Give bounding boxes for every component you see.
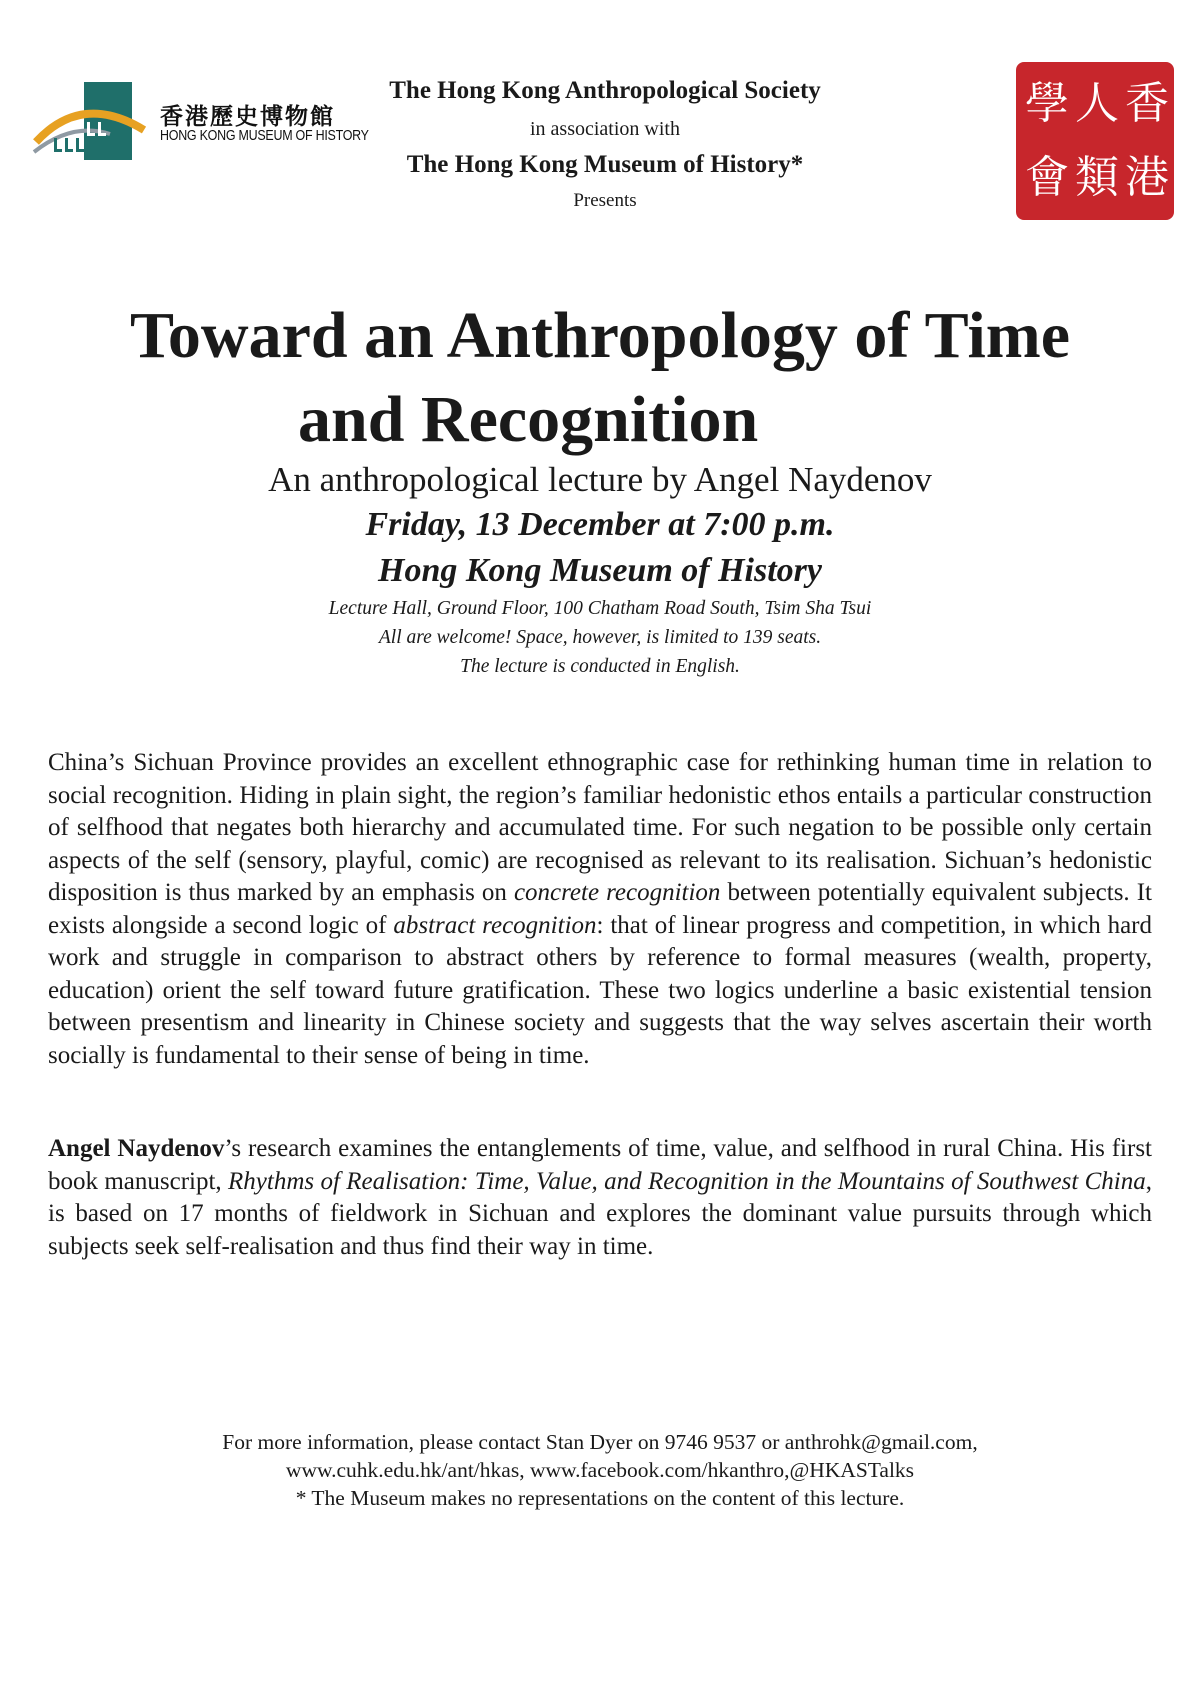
- museum-chinese-name: 香港歷史博物館: [160, 103, 335, 130]
- event-welcome-note: All are welcome! Space, however, is limited to 139 seats.: [378, 627, 822, 648]
- seal-character: 人: [1075, 78, 1119, 129]
- organizer-name: The Hong Kong Anthropological Society: [389, 77, 821, 104]
- event-datetime: Friday, 13 December at 7:00 p.m.: [365, 506, 835, 543]
- speaker-bio: [48, 1133, 1152, 1263]
- bio-text: , is based on 17 months of fieldwork in Sichuan and explores the dominant value pursuits through which subjects seek self-realisation and thus find their way in time.: [48, 1167, 1152, 1260]
- abstract-text: : that of linear progress and competition, in which hard work and struggle in comparison to abstract others by reference to formal measures (wealth, property, education) orient the self toward future gratification. These two logics underline a basic existential tension between presentism and linearity in Chinese society and suggests that the way selves ascertain their worth socially is fundamental to their sense of being in time.: [48, 911, 1153, 1069]
- contact-info: For more information, please contact Stan Dyer on 9746 9537 or anthrohk@gmail.com,: [222, 1430, 978, 1454]
- event-address: Lecture Hall, Ground Floor, 100 Chatham Road South, Tsim Sha Tsui: [328, 598, 872, 619]
- lecture-title-line-2: and Recognition: [298, 383, 759, 456]
- museum-emblem-icon: [32, 82, 162, 166]
- seal-character: 港: [1125, 152, 1169, 203]
- seal-character: 香: [1125, 78, 1169, 129]
- lecture-title-line-1: Toward an Anthropology of Time: [129, 299, 1071, 372]
- disclaimer: * The Museum makes no representations on the content of this lecture.: [295, 1486, 905, 1510]
- event-venue: Hong Kong Museum of History: [378, 552, 822, 589]
- seal-character: 類: [1075, 152, 1119, 203]
- abstract-term: concrete recognition: [513, 879, 721, 906]
- speaker-name: Angel Naydenov: [48, 1135, 225, 1162]
- abstract-term: abstract recognition: [393, 911, 597, 939]
- lecturer-line: An anthropological lecture by Angel Naydenov: [268, 460, 932, 499]
- society-seal-logo: [1016, 62, 1174, 220]
- event-language-note: The lecture is conducted in English.: [460, 656, 740, 677]
- presents-text: Presents: [573, 190, 637, 211]
- contact-links: www.cuhk.edu.hk/ant/hkas, www.facebook.com/hkanthro,@HKASTalks: [285, 1458, 915, 1482]
- museum-english-name: HONG KONG MUSEUM OF HISTORY: [160, 128, 369, 144]
- abstract-text: between potentially equivalent subjects. It exists alongside a second logic of: [48, 879, 1152, 939]
- association-text: in association with: [530, 118, 680, 140]
- seal-character: 學: [1025, 78, 1069, 129]
- seal-character: 會: [1025, 152, 1069, 203]
- bio-text: ’s research examines the entanglements of time, value, and selfhood in rural China. His first book manuscript,: [48, 1135, 1153, 1195]
- abstract-text: China’s Sichuan Province provides an excellent ethnographic case for rethinking human time in relation to social recognition. Hiding in plain sight, the region’s familiar hedonistic ethos entails a particular construction of selfhood that negates both hierarchy and accumulated time. For such negation to be possible only certain aspects of the self (sensory, playful, comic) are recognised as relevant to its realisation. Sichuan’s hedonistic disposition is thus marked by an emphasis on: [48, 749, 1152, 906]
- partner-name: The Hong Kong Museum of History*: [406, 151, 804, 178]
- lecture-abstract: [48, 747, 1152, 1072]
- book-title: Rhythms of Realisation: Time, Value, and Recognition in the Mountains of Southwest China: [228, 1167, 1146, 1195]
